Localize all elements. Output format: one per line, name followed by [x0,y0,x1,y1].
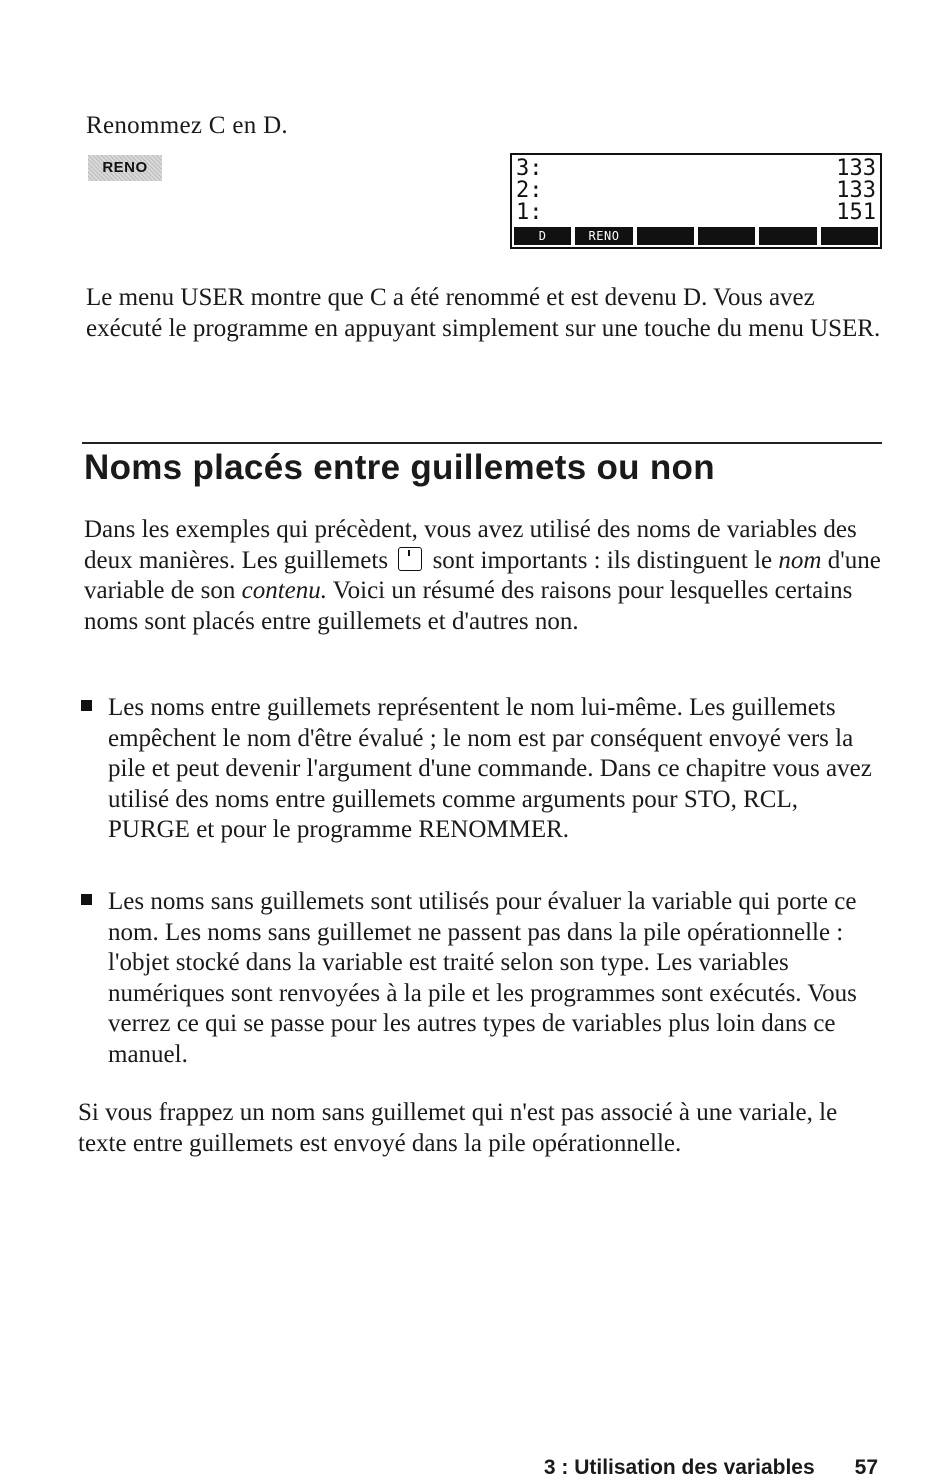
menu-key-blank [698,227,755,245]
menu-key-blank [637,227,694,245]
bullet-square-icon [81,894,92,905]
stack-level-3 [516,158,876,180]
page-number: 57 [854,1456,878,1479]
emphasis-nom: nom [778,546,822,574]
list-item-text: Les noms sans guillemets sont utilisés pour évaluer la variable qui porte ce nom. Les noms sans guillemet ne passent pas dans la pile opérationnelle : l'objet stocké dans la variable est traité selon son type. Les variables numériques sont renvoyées à la pile et les programmes sont exécutés. Vous verrez ce qui se passe pour les autres types de variables plus loin dans ce manuel. [108,888,857,1068]
stack-level-label: 2: [516,178,543,203]
stack-level-label: 3: [516,156,543,181]
intro-paragraph [84,515,884,637]
quote-key-icon [398,547,422,571]
stack-value: 133 [836,156,876,181]
chapter-title: 3 : Utilisation des variables [543,1456,815,1479]
section-divider [82,442,882,444]
list-item [108,693,883,846]
reno-key-label: RENO [88,155,162,181]
menu-key-blank [759,227,816,245]
stack-level-label: 1: [516,200,543,225]
intro-text-a: Dans les exemples qui précèdent, vous avez utilisé des noms de variables des deux manières. Les guillemets [84,516,857,574]
menu-key-row [514,227,878,245]
intro-text-f: Voici un résumé des raisons pour lesquelles certains noms sont placés entre guillemets et d'autres non. [84,577,853,635]
stack-level-2 [516,180,876,202]
menu-key-blank [821,227,878,245]
closing-paragraph: Si vous frappez un nom sans guillemet qui n'est pas associé à une variale, le texte entre guillemets est envoyé dans la pile opérationnelle. [78,1099,838,1157]
list-item-text: Les noms entre guillemets représentent le nom lui-même. Les guillemets empêchent le nom d'être évalué ; le nom est par conséquent envoyé vers la pile et peut devenir l'argument d'une commande. Dans ce chapitre vous avez utilisé des noms entre guillemets comme arguments pour STO, RCL, PURGE et pour le programme RENOMMER. [108,694,872,843]
calculator-display [510,153,882,249]
user-menu-paragraph: Le menu USER montre que C a été renommé et est devenu D. Vous avez exécuté le programme en appuyant simplement sur une touche du menu USER. [86,284,881,342]
page-footer [544,1456,878,1480]
menu-key-d: D [514,227,571,245]
intro-text-b: sont importants : ils distinguent le [432,546,773,574]
menu-key-reno: RENO [575,227,632,245]
stack-value: 133 [836,178,876,203]
bullet-square-icon [81,700,92,711]
intro-text-d: d'une variable de son [84,546,881,604]
stack-level-1 [516,202,876,224]
stack-value: 151 [836,200,876,225]
section-heading: Noms placés entre guillemets ou non [84,448,715,487]
intro-instruction: Renommez C en D. [86,112,288,139]
emphasis-contenu: contenu. [241,577,327,604]
list-item [108,887,883,1070]
